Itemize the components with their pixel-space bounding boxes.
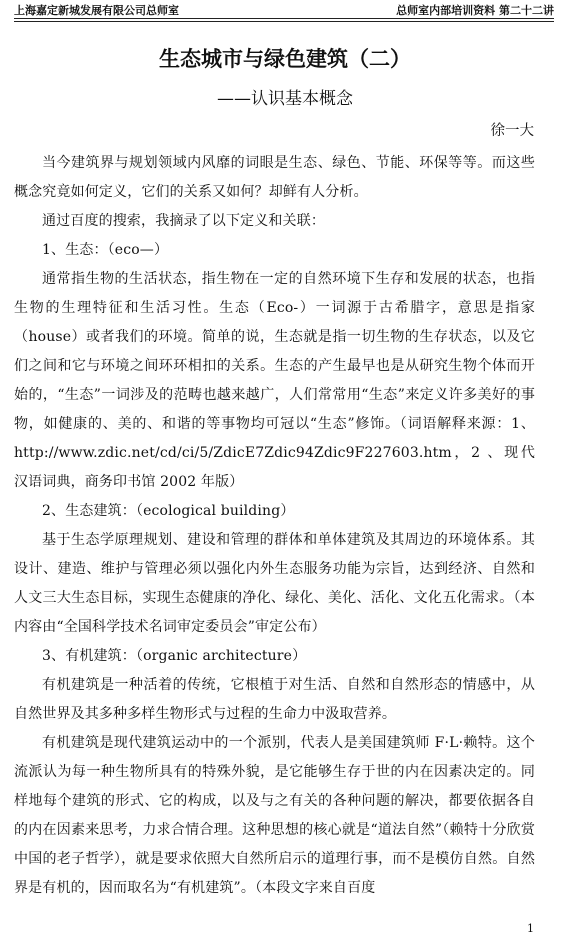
header-rule-thick xyxy=(14,18,554,19)
page-title: 生态城市与绿色建筑（二） xyxy=(159,47,411,71)
page-number: 1 xyxy=(527,922,534,935)
paragraph-organic-movement: 有机建筑是现代建筑运动中的一个派别，代表人是美国建筑师 F·L·赖特。这个流派认为每一种生物所具有的特殊外貌，是它能够生存于世的内在因素决定的。同样地每个建筑的形式、它的构成，以及与之有关的各种问题的解决，都要依据各自的内在因素来思考，力求合情合理。这种思想的核心就是“道法自然”（赖特十分欣赏中国的老子哲学），就是要求依照大自然所启示的道理行事，而不是模仿自然。自然界是有机的，因而取名为“有机建筑”。（本段文字来自百度 xyxy=(14,735,535,896)
page-header xyxy=(14,3,554,18)
header-lecture-info: 总师室内部培训资料 第二十二讲 xyxy=(396,4,554,17)
paragraph-organic-tradition: 有机建筑是一种活着的传统，它根植于对生活、自然和自然形态的情感中，从自然世界及其多种多样生物形式与过程的生命力中汲取营养。 xyxy=(14,677,535,722)
heading-organic-architecture: 3、有机建筑：（organic architecture） xyxy=(42,648,307,664)
heading-ecological-building: 2、生态建筑：（ecological building） xyxy=(42,503,295,519)
body-text xyxy=(14,149,535,903)
header-rule-thin xyxy=(14,21,554,22)
paragraph-ecology: 通常指生物的生活状态，指生物在一定的自然环境下生存和发展的状态，也指生物的生理特征和生活习性。生态（Eco-）一词源于古希腊字，意思是指家（house）或者我们的环境。简单的说，生态就是指一切生物的生存状态，以及它们之间和它与环境之间环环相扣的关系。生态的产生最早也是从研究生物个体而开始的，“生态”一词涉及的范畴也越来越广，人们常常用“生态”来定义许多美好的事物，如健康的、美的、和谐的等事物均可冠以“生态”修饰。（词语解释来源：1、http://www.zdic.net/cd/ci/5/ZdicE7Zdic94Zdic9F227603.htm，2 、现代汉语词典，商务印书馆 2002 年版） xyxy=(14,271,535,490)
heading-ecology: 1、生态：（eco—） xyxy=(42,242,169,258)
paragraph-intro: 当今建筑界与规划领域内风靡的词眼是生态、绿色、节能、环保等等。而这些概念究竟如何定义，它们的关系又如何？却鲜有人分析。 xyxy=(14,155,535,200)
page-subtitle: ——认识基本概念 xyxy=(217,89,353,109)
paragraph-ecological-building: 基于生态学原理规划、建设和管理的群体和单体建筑及其周边的环境体系。其设计、建造、维护与管理必须以强化内外生态服务功能为宗旨，达到经济、自然和人文三大生态目标，实现生态健康的净化、绿化、美化、活化、文化五化需求。（本内容由“全国科学技术名词审定委员会”审定公布） xyxy=(14,532,535,635)
author-name: 徐一大 xyxy=(490,123,534,139)
header-organization: 上海嘉定新城发展有限公司总师室 xyxy=(14,4,179,17)
paragraph-search-note: 通过百度的搜索，我摘录了以下定义和关联： xyxy=(42,213,325,229)
